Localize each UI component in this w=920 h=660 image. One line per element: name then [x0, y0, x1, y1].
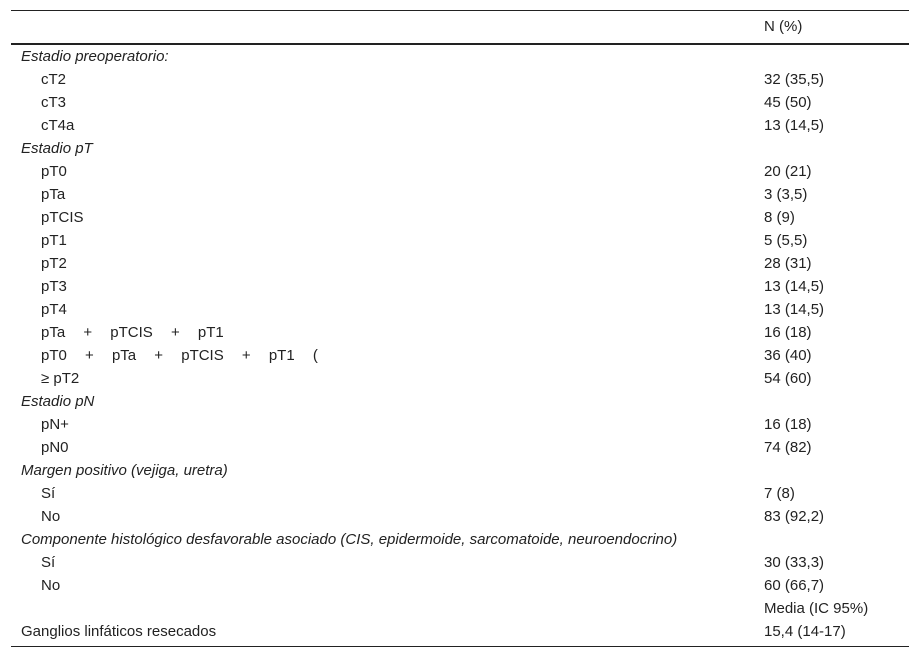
row-label: ≥ pT2	[41, 370, 80, 387]
table-row	[11, 574, 909, 597]
row-value: 13 (14,5)	[764, 117, 825, 134]
table-row	[11, 528, 909, 551]
row-label: pTCIS	[41, 209, 84, 226]
table-row	[11, 114, 909, 137]
row-label: Ganglios linfáticos resecados	[21, 623, 217, 640]
row-value: 5 (5,5)	[764, 232, 808, 249]
row-value: 45 (50)	[764, 94, 812, 111]
table-row	[11, 390, 909, 413]
table-header	[11, 11, 909, 43]
table-row	[11, 91, 909, 114]
row-value: 54 (60)	[764, 370, 812, 387]
row-value: 8 (9)	[764, 209, 795, 226]
row-label: pT0 + pTa + pTCIS + pT1 (	[41, 347, 318, 364]
row-value: 16 (18)	[764, 416, 812, 433]
bottom-rule	[11, 646, 909, 647]
table-row	[11, 505, 909, 528]
data-table	[11, 10, 909, 647]
category-label: Estadio preoperatorio:	[21, 48, 169, 65]
table-row	[11, 321, 909, 344]
table-row	[11, 68, 909, 91]
table-row	[11, 298, 909, 321]
row-value: 20 (21)	[764, 163, 812, 180]
table-row	[11, 45, 909, 68]
row-label: pN0	[41, 439, 69, 456]
row-value: 15,4 (14-17)	[764, 623, 846, 640]
row-value: 3 (3,5)	[764, 186, 808, 203]
category-label: Componente histológico desfavorable asociado (CIS, epidermoide, sarcomatoide, neuroendocrino)	[21, 531, 678, 548]
table-row	[11, 137, 909, 160]
row-value: 36 (40)	[764, 347, 812, 364]
row-value: 7 (8)	[764, 485, 795, 502]
category-label: Margen positivo (vejiga, uretra)	[21, 462, 228, 479]
row-value: 83 (92,2)	[764, 508, 825, 525]
table-row	[11, 160, 909, 183]
row-label: pT4	[41, 301, 67, 318]
row-value: 13 (14,5)	[764, 301, 825, 318]
row-label: No	[41, 577, 61, 594]
table-row	[11, 229, 909, 252]
row-value: 74 (82)	[764, 439, 812, 456]
row-value: 60 (66,7)	[764, 577, 825, 594]
table-row	[11, 252, 909, 275]
category-label: Estadio pT	[21, 140, 93, 157]
row-label: pTa + pTCIS + pT1	[41, 324, 224, 341]
row-value: 28 (31)	[764, 255, 812, 272]
category-label: Estadio pN	[21, 393, 95, 410]
row-value: Media (IC 95%)	[764, 600, 869, 617]
table-row	[11, 597, 909, 620]
row-label: Sí	[41, 485, 56, 502]
row-value: 13 (14,5)	[764, 278, 825, 295]
row-label: cT4a	[41, 117, 75, 134]
row-label: cT3	[41, 94, 67, 111]
row-label: pT0	[41, 163, 67, 180]
row-label: No	[41, 508, 61, 525]
table-row	[11, 620, 909, 643]
table-row	[11, 551, 909, 574]
row-label: cT2	[41, 71, 67, 88]
table-row	[11, 344, 909, 367]
table-row	[11, 413, 909, 436]
row-label: pTa	[41, 186, 66, 203]
row-label: pT2	[41, 255, 67, 272]
row-value: 30 (33,3)	[764, 554, 825, 571]
row-label: pT1	[41, 232, 67, 249]
row-label: pN+	[41, 416, 69, 433]
table-row	[11, 459, 909, 482]
row-label: pT3	[41, 278, 67, 295]
table-row	[11, 367, 909, 390]
row-value: 32 (35,5)	[764, 71, 825, 88]
table-row	[11, 183, 909, 206]
table-row	[11, 436, 909, 459]
row-value: 16 (18)	[764, 324, 812, 341]
row-label: Sí	[41, 554, 56, 571]
table-row	[11, 482, 909, 505]
header-n-percent: N (%)	[764, 18, 803, 35]
table-row	[11, 206, 909, 229]
table-row	[11, 275, 909, 298]
